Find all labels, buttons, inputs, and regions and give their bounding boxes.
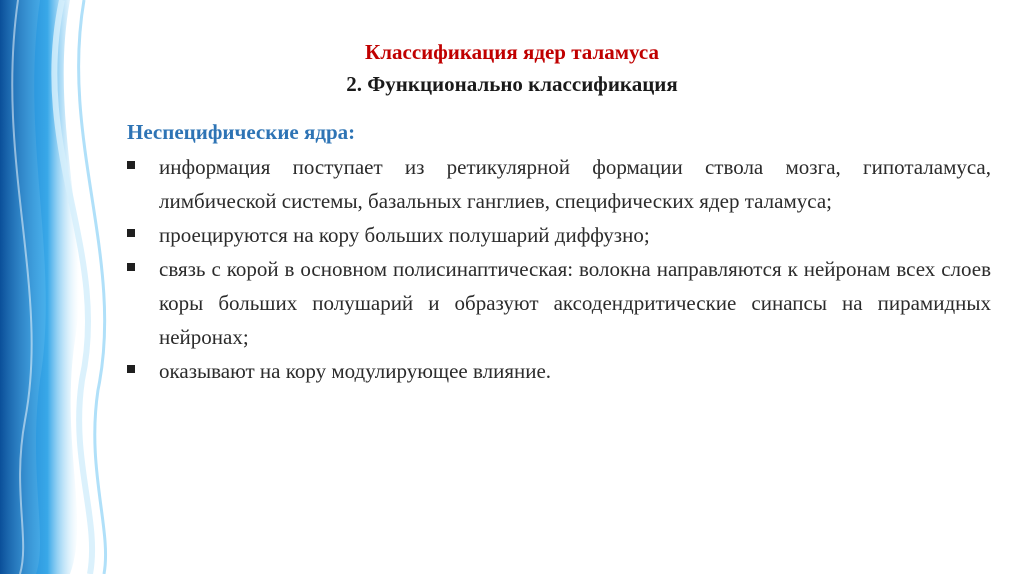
slide-content [127, 116, 991, 388]
bullet-item [127, 150, 991, 218]
square-bullet-icon [127, 263, 135, 271]
bullet-text: информация поступает из ретикулярной формации ствола мозга, гипоталамуса, лимбической системы, базальных ганглиев, специфических ядер таламуса; [159, 155, 991, 213]
slide-title-block [0, 36, 1024, 100]
square-bullet-icon [127, 365, 135, 373]
section-heading: Неспецифические ядра: [127, 120, 356, 144]
bullet-item [127, 354, 991, 388]
square-bullet-icon [127, 229, 135, 237]
slide-title: Классификация ядер таламуса [365, 40, 659, 64]
bullet-list [127, 150, 991, 388]
bullet-text: проецируются на кору больших полушарий диффузно; [159, 223, 650, 247]
square-bullet-icon [127, 161, 135, 169]
slide-subtitle: 2. Функционально классификация [346, 72, 678, 96]
bullet-text: связь с корой в основном полисинаптическая: волокна направляются к нейронам всех слоев коры больших полушарий и образуют аксодендритические синапсы на пирамидных нейронах; [159, 257, 991, 349]
bullet-item [127, 218, 991, 252]
bullet-item [127, 252, 991, 354]
bullet-text: оказывают на кору модулирующее влияние. [159, 359, 552, 383]
